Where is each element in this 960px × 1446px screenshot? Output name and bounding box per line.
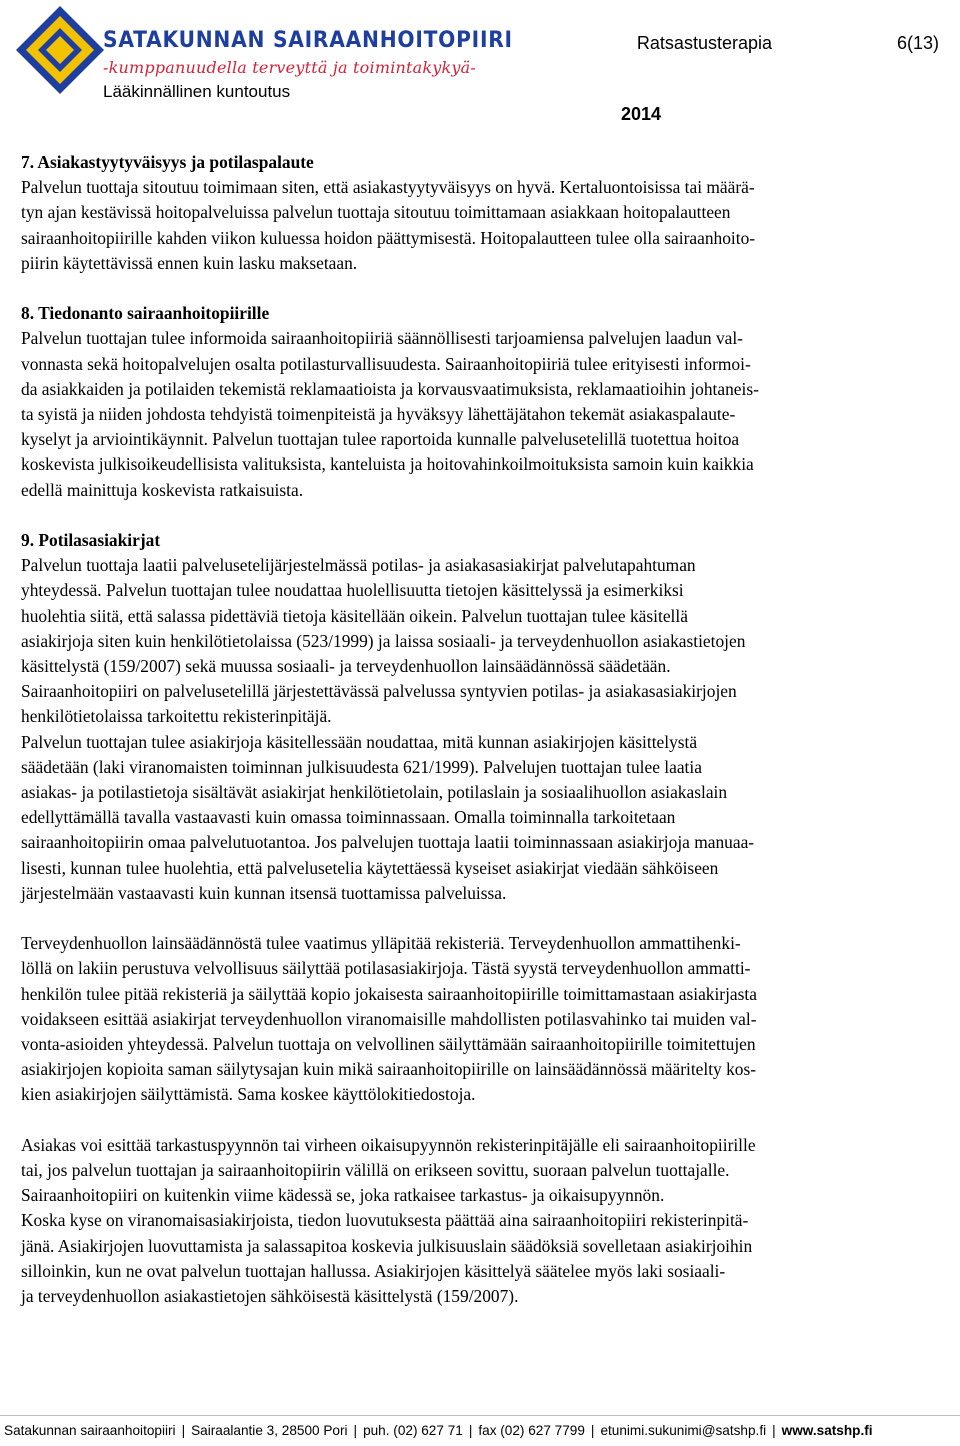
- section-7: [21, 150, 949, 276]
- text-line: edellyttämällä tavalla vastaavasti kuin omassa toiminnassaan. Omalla toiminnalla tarkoitetaan: [21, 807, 676, 828]
- text-line: Sairaanhoitopiiri on kuitenkin viime kädessä se, joka ratkaisee tarkastus- ja oikaisupyynnön.: [21, 1185, 665, 1206]
- text-line: huolehtia siitä, että salassa pidettäviä tietoja käsitellään oikein. Palvelun tuottajan tulee käsitellä: [21, 605, 688, 626]
- text-line: Palvelun tuottaja sitoutuu toimimaan siten, että asiakastyytyväisyys on hyvä. Kertaluontoisissa tai määrä-: [21, 177, 755, 198]
- footer-divider: [0, 1415, 960, 1416]
- paragraph: [21, 1133, 949, 1309]
- section-8: [21, 301, 949, 503]
- text-line: yhteydessä. Palvelun tuottajan tulee noudattaa huolellisuutta tietojen käsittelyssä ja esimerkiksi: [21, 580, 684, 601]
- footer-separator: |: [590, 1423, 595, 1438]
- footer-separator: |: [181, 1423, 186, 1438]
- text-line: asiakirjojen kopioita saman säilytysajan kuin mikä sairaanhoitopiirille on lainsäädännössä määritelty kos-: [21, 1059, 757, 1080]
- text-line: Terveydenhuollon lainsäädännöstä tulee vaatimus ylläpitää rekisteriä. Terveydenhuollon ammattihenki-: [21, 933, 741, 954]
- hospital-district-logo: [14, 4, 106, 96]
- text-line: silloinkin, kun ne ovat palvelun tuottajan hallussa. Asiakirjojen käsittelyä säätelee myös laki sosiaali-: [21, 1260, 726, 1281]
- document-title: Ratsastusterapia: [636, 33, 772, 53]
- text-line: asiakas- ja potilastietoja sisältävät asiakirjat henkilötietolain, potilaslain ja sosiaalihuollon asiakaslain: [21, 782, 728, 803]
- text-line: sairaanhoitopiirin omaa palvelutuotantoa. Jos palvelujen tuottaja laatii toiminnassaan asiakirjoja manuaa-: [21, 832, 755, 853]
- paragraph: [21, 553, 949, 906]
- footer-email: etunimi.sukunimi@satshp.fi: [600, 1423, 767, 1438]
- text-line: sairaanhoitopiirille kahden viikon kuluessa hoidon päättymisestä. Hoitopalautteen tulee olla sairaanhoito-: [21, 227, 756, 248]
- organization-name: SATAKUNNAN SAIRAANHOITOPIIRI: [103, 28, 513, 53]
- text-line: Koska kyse on viranomaisasiakirjoista, tiedon luovutuksesta päättää aina sairaanhoitopiiri rekisterinpitä-: [21, 1210, 749, 1231]
- text-line: kien asiakirjojen säilyttämistä. Sama koskee käyttölokitiedostoja.: [21, 1084, 476, 1105]
- footer-separator: |: [772, 1423, 776, 1438]
- text-line: tyn ajan kestävissä hoitopalveluissa palvelun tuottaja sitoutuu toimittamaan asiakkaan hoitopalautteen: [21, 202, 731, 223]
- paragraph: [21, 326, 949, 502]
- text-line: piirin käytettävissä ennen kuin lasku maksetaan.: [21, 252, 358, 273]
- text-line: ja terveydenhuollon asiakastietojen sähköisestä käsittelystä (159/2007).: [21, 1286, 519, 1307]
- footer-phone: puh. (02) 627 71: [363, 1423, 463, 1438]
- text-line: edellä mainittuja koskevista ratkaisuista.: [21, 479, 304, 500]
- paragraph: [21, 175, 949, 276]
- text-line: asiakirjoja siten kuin henkilötietolaissa (523/1999) ja laissa sosiaali- ja terveydenhuollon asiakastietojen: [21, 630, 746, 651]
- text-line: voidakseen esittää asiakirjat terveydenhuollon viranomaisille mahdollisten potilasvahinko tai muiden val-: [21, 1008, 757, 1029]
- text-line: kyselyt ja arviointikäynnit. Palvelun tuottajan tulee raportoida kunnalle palvelusetelillä tuotettua hoitoa: [21, 429, 740, 450]
- page-number: 6(13): [896, 33, 939, 53]
- footer-fax: fax (02) 627 7799: [478, 1423, 585, 1438]
- text-line: koskevista julkisoikeudellisista valituksista, kanteluista ja hoitovahinkoilmoituksista samoin kuin kaikkia: [21, 454, 754, 475]
- text-line: vonnasta sekä hoitopalvelujen osalta potilasturvallisuudesta. Sairaanhoitopiiriä tulee erityisesti informoi-: [21, 353, 751, 374]
- footer-address: Sairaalantie 3, 28500 Pori: [191, 1423, 348, 1438]
- footer-separator: |: [468, 1423, 473, 1438]
- section-heading: 9. Potilasasiakirjat: [21, 530, 161, 551]
- text-line: Palvelun tuottaja laatii palvelusetelijärjestelmässä potilas- ja asiakasasiakirjat palvelutapahtuman: [21, 555, 696, 576]
- footer-separator: |: [353, 1423, 358, 1438]
- text-line: säädetään (laki viranomaisten toiminnan julkisuudesta 621/1999). Palvelujen tuottajan tulee laatia: [21, 756, 702, 777]
- document-body: [21, 150, 949, 1309]
- paragraph: [21, 931, 949, 1107]
- text-line: tai, jos palvelun tuottajan ja sairaanhoitopiirin välillä on erikseen sovittu, suoraan palvelun tuottajalle.: [21, 1160, 730, 1181]
- text-line: järjestelmään vastaavasti kuin kunnan itsensä tuottamissa palveluissa.: [21, 882, 507, 903]
- text-line: Palvelun tuottajan tulee informoida sairaanhoitopiiriä säännöllisesti tarjoamiensa palvelujen laadun val-: [21, 328, 743, 349]
- section-heading: 7. Asiakastyytyväisyys ja potilaspalaute: [21, 152, 314, 172]
- text-line: löllä on lakiin perustuva velvollisuus säilyttää potilasasiakirjoja. Tästä syystä terveydenhuollon ammatti-: [21, 958, 751, 979]
- text-line: Palvelun tuottajan tulee asiakirjoja käsitellessään noudattaa, mitä kunnan asiakirjojen käsittelystä: [21, 731, 698, 752]
- document-year: 2014: [621, 104, 662, 124]
- organization-slogan: -kumppanuudella terveyttä ja toimintakykyä-: [103, 58, 477, 77]
- section-heading: 8. Tiedonanto sairaanhoitopiirille: [21, 303, 270, 324]
- section-9: [21, 528, 949, 1309]
- text-line: vonta-asioiden yhteydessä. Palvelun tuottaja on velvollinen säilyttämään sairaanhoitopiirille toimitettujen: [21, 1034, 756, 1055]
- page-footer: [4, 1423, 873, 1438]
- text-line: da asiakkaiden ja potilaiden tekemistä reklamaatioista ja korvausvaatimuksista, reklamaatioihin johtaneis-: [21, 378, 759, 399]
- text-line: jänä. Asiakirjojen luovuttamista ja salassapitoa koskevia julkisuuslain säädöksiä sovelletaan asiakirjoihin: [21, 1235, 753, 1256]
- text-line: henkilön tulee pitää rekisteriä ja säilyttää kopio jokaisesta sairaanhoitopiirille toimittamastaan asiakirjasta: [21, 983, 757, 1004]
- footer-organization: Satakunnan sairaanhoitopiiri: [4, 1423, 176, 1438]
- text-line: käsittelystä (159/2007) sekä muussa sosiaali- ja terveydenhuollon lainsäädännössä säädetään.: [21, 656, 671, 677]
- department-name: Lääkinnällinen kuntoutus: [103, 82, 291, 101]
- text-line: lisesti, kunnan tulee huolehtia, että palvelusetelia käytettäessä kyseiset asiakirjat viedään sähköiseen: [21, 857, 719, 878]
- text-line: Asiakas voi esittää tarkastuspyynnön tai virheen oikaisupyynnön rekisterinpitäjälle eli sairaanhoitopiirille: [21, 1134, 756, 1155]
- footer-website: www.satshp.fi: [781, 1423, 873, 1438]
- text-line: ta syistä ja niiden johdosta tehdyistä toimenpiteistä ja hyväksyy lähettäjätahon tekemät asiakaspalaute-: [21, 404, 736, 425]
- text-line: henkilötietolaissa tarkoitettu rekisterinpitäjä.: [21, 706, 332, 727]
- text-line: Sairaanhoitopiiri on palvelusetelillä järjestettävässä palvelussa syntyvien potilas- ja asiakasasiakirjojen: [21, 681, 737, 702]
